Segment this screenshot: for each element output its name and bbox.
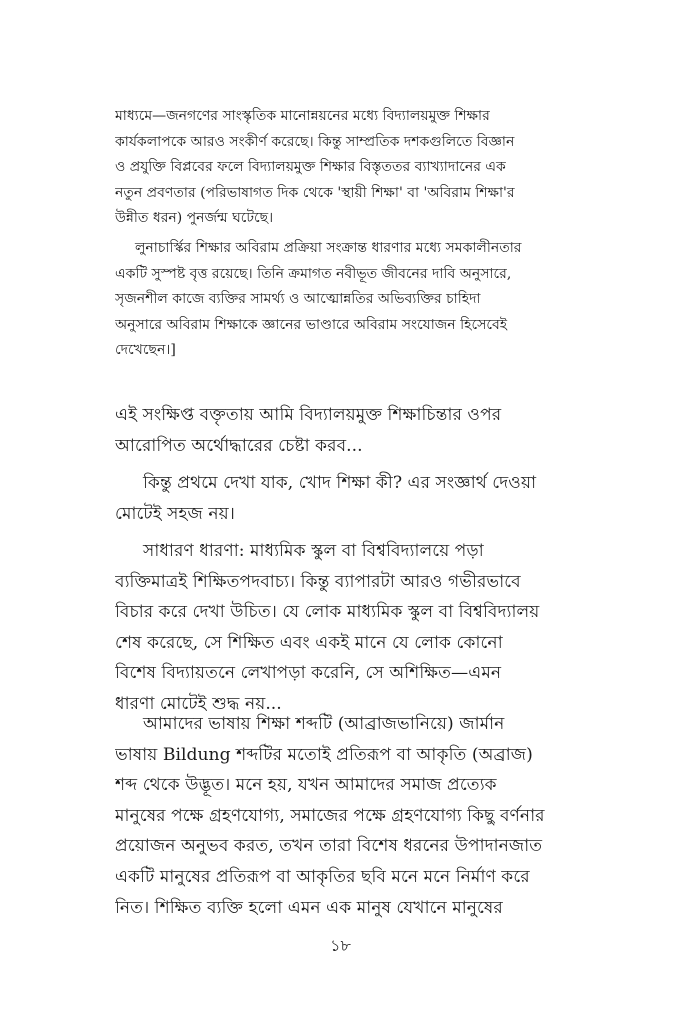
quote-paragraph-2 — [115, 236, 565, 364]
body-paragraph-2 — [115, 468, 565, 529]
text-line: ব্যক্তিমাত্রই শিক্ষিতপদবাচ্য। কিন্তু ব্যাপারটা আরও গভীরভাবে — [115, 571, 521, 592]
text-line: ধারণা মোটেই শুদ্ধ নয়... — [115, 693, 282, 714]
text-line: মাধ্যমে—জনগণের সাংস্কৃতিক মানোন্নয়নের মধ্যে বিদ্যালয়মুক্ত শিক্ষার — [115, 108, 490, 124]
text-line: শেষ করেছে, সে শিক্ষিত এবং একই মানে যে লোক কোনো — [115, 632, 503, 653]
text-line: সাধারণ ধারণা: মাধ্যমিক স্কুল বা বিশ্ববিদ্যালয়ে পড়া — [143, 541, 484, 561]
text-line: বিশেষ বিদ্যায়তনে লেখাপড়া করেনি, সে অশিক্ষিত—এমন — [115, 663, 502, 684]
page-number: ১৮ — [330, 936, 351, 955]
text-line: কিন্তু প্রথমে দেখা যাক, খোদ শিক্ষা কী? এর সংজ্ঞার্থ দেওয়া — [143, 473, 537, 493]
text-line: শব্দ থেকে উদ্ভূত। মনে হয়, যখন আমাদের সমাজ প্রত্যেক — [115, 775, 497, 796]
body-paragraph-1 — [115, 400, 565, 461]
text-line: দেখেছেন।] — [115, 342, 176, 358]
text-line: মানুষের পক্ষে গ্রহণযোগ্য, সমাজের পক্ষে গ্রহণযোগ্য কিছু বর্ণনার — [115, 805, 545, 826]
body-paragraph-3 — [115, 536, 565, 720]
text-line: একটি সুস্পষ্ট বৃত্ত রয়েছে। তিনি ক্রমাগত নবীভূত জীবনের দাবি অনুসারে, — [115, 265, 512, 282]
text-line: ভাষায় Bildung শব্দটির মতোই প্রতিরূপ বা আকৃতি (অব্রাজ) — [115, 744, 533, 765]
text-line: নিত। শিক্ষিত ব্যক্তি হলো এমন এক মানুষ যেখানে মানুষের — [115, 897, 503, 918]
body-paragraph-4 — [115, 709, 565, 923]
text-line: কার্যকলাপকে আরও সংকীর্ণ করেছে। কিন্তু সাম্প্রতিক দশকগুলিতে বিজ্ঞান — [115, 133, 515, 150]
text-line: একটি মানুষের প্রতিরূপ বা আকৃতির ছবি মনে মনে নির্মাণ করে — [115, 866, 530, 887]
text-line: আমাদের ভাষায় শিক্ষা শব্দটি (আব্রাজভানিয়ে) জার্মান — [143, 714, 505, 734]
text-line: আরোপিত অর্থোদ্ধারের চেষ্টা করব... — [115, 435, 363, 456]
text-line: এই সংক্ষিপ্ত বক্তৃতায় আমি বিদ্যালয়মুক্ত শিক্ষাচিন্তার ওপর — [115, 405, 502, 425]
text-line: ও প্রযুক্তি বিপ্লবের ফলে বিদ্যালয়মুক্ত শিক্ষার বিস্তৃততর ব্যাখ্যাদানের এক — [115, 159, 506, 175]
text-line: মোটেই সহজ নয়। — [115, 503, 235, 524]
text-line: নতুন প্রবণতার (পরিভাষাগত দিক থেকে 'স্থায়ী শিক্ষা' বা 'অবিরাম শিক্ষা'র — [115, 184, 515, 201]
text-line: উন্নীত ধরন) পুনর্জন্ম ঘটেছে। — [115, 210, 274, 226]
text-line: সৃজনশীল কাজে ব্যক্তির সামর্থ্য ও আত্মোন্নতির অভিব্যক্তির চাহিদা — [115, 291, 481, 307]
text-line: অনুসারে অবিরাম শিক্ষাকে জ্ঞানের ভাণ্ডারে অবিরাম সংযোজন হিসেবেই — [115, 316, 508, 333]
text-line: বিচার করে দেখা উচিত। যে লোক মাধ্যমিক স্কুল বা বিশ্ববিদ্যালয় — [115, 602, 540, 623]
text-line: লুনাচার্স্কির শিক্ষার অবিরাম প্রক্রিয়া সংক্রান্ত ধারণার মধ্যে সমকালীনতার — [135, 240, 522, 256]
quote-paragraph-1 — [115, 104, 565, 232]
text-line: প্রয়োজন অনুভব করত, তখন তারা বিশেষ ধরনের উপাদানজাত — [115, 836, 543, 857]
